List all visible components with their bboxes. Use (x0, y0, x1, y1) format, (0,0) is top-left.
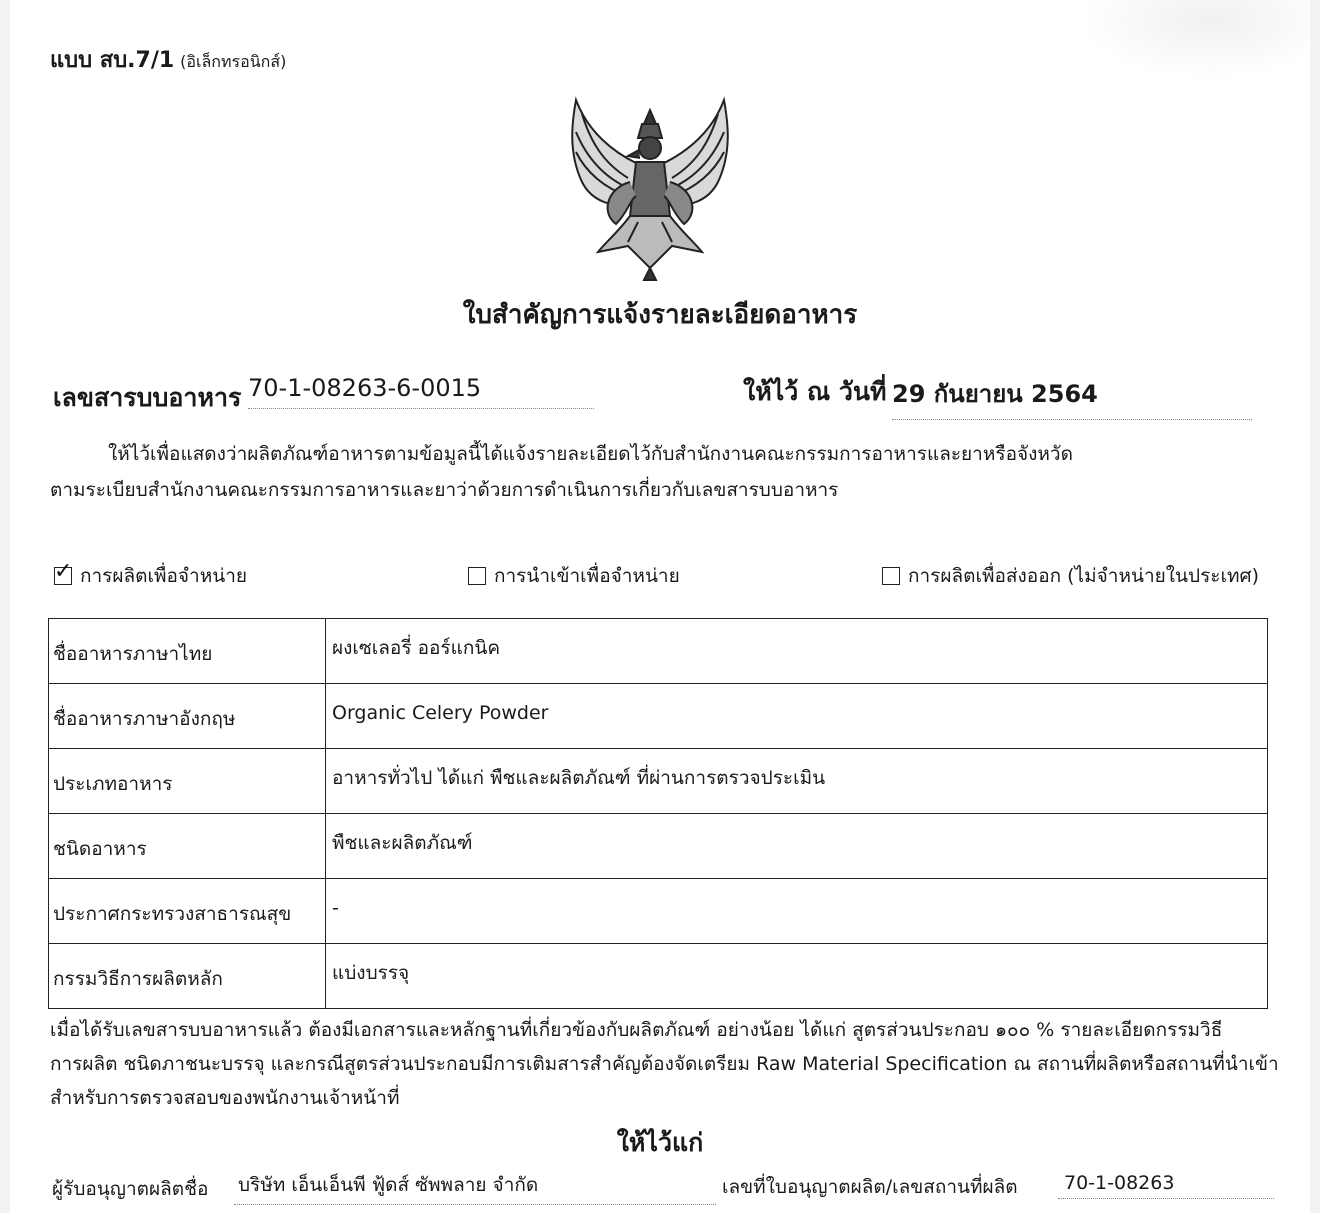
checkbox-checked-icon[interactable]: ✓ (54, 559, 73, 584)
purpose-label: การผลิตเพื่อจำหน่าย (80, 565, 248, 587)
issued-to-heading: ให้ไว้แก่ (616, 1128, 704, 1157)
checkbox-empty-icon[interactable] (468, 567, 486, 585)
purpose-checkbox-import[interactable] (468, 561, 680, 591)
row-label: ชื่ออาหารภาษาอังกฤษ (49, 684, 326, 749)
form-code-sub: (อิเล็กทรอนิกส์) (180, 52, 287, 71)
purpose-checkbox-export[interactable] (882, 561, 1259, 591)
garuda-emblem-icon (558, 92, 742, 284)
table-row (49, 814, 1268, 879)
issued-date: 29 กันยายน 2564 (892, 374, 1252, 420)
table-row (49, 749, 1268, 814)
checkbox-empty-icon[interactable] (882, 567, 900, 585)
notice-line-2: การผลิต ชนิดภาชนะบรรจุ และกรณีสูตรส่วนประกอบมีการเติมสารสำคัญต้องจัดเตรียม Raw Material Specification ณ สถานที่ผลิตหรือสถานที่นำเข้า (50, 1053, 1279, 1075)
table-row (49, 684, 1268, 749)
intro-line-2: ตามระเบียบสำนักงานคณะกรรมการอาหารและยาว่าด้วยการดำเนินการเกี่ยวกับเลขสารบบอาหาร (50, 479, 839, 501)
licensee-name: บริษัท เอ็นเอ็นพี ฟู้ดส์ ซัพพลาย จำกัด (234, 1170, 716, 1205)
purpose-label: การผลิตเพื่อส่งออก (ไม่จำหน่ายในประเทศ) (908, 565, 1259, 587)
page-shadow (1080, 0, 1310, 80)
document-title: ใบสำคัญการแจ้งรายละเอียดอาหาร (462, 300, 858, 330)
row-value: Organic Celery Powder (326, 684, 1268, 749)
form-code-text: แบบ สบ.7/1 (50, 48, 175, 73)
notice-paragraph (50, 1013, 1279, 1115)
document-page (10, 0, 1310, 1213)
row-label: ชนิดอาหาร (49, 814, 326, 879)
row-label: กรรมวิธีการผลิตหลัก (49, 944, 326, 1009)
intro-line-1: ให้ไว้เพื่อแสดงว่าผลิตภัณฑ์อาหารตามข้อมูลนี้ได้แจ้งรายละเอียดไว้กับสำนักงานคณะกรรมการอาหารและยาหรือจังหวัด (108, 443, 1073, 465)
notice-line-1: เมื่อได้รับเลขสารบบอาหารแล้ว ต้องมีเอกสารและหลักฐานที่เกี่ยวข้องกับผลิตภัณฑ์ อย่างน้อย ได้แก่ สูตรส่วนประกอบ ๑๐๐ % รายละเอียดกรรมวิธี (50, 1019, 1223, 1041)
table-row (49, 879, 1268, 944)
intro-paragraph (50, 436, 1280, 508)
license-number: 70-1-08263 (1058, 1172, 1274, 1199)
row-value: - (326, 879, 1268, 944)
table-row (49, 944, 1268, 1009)
food-details-table (48, 618, 1268, 1009)
issued-date-label: ให้ไว้ ณ วันที่ (743, 377, 887, 406)
licensee-label: ผู้รับอนุญาตผลิตชื่อ (52, 1178, 209, 1200)
row-value: อาหารทั่วไป ได้แก่ พืชและผลิตภัณฑ์ ที่ผ่านการตรวจประเมิน (326, 749, 1268, 814)
registration-number: 70-1-08263-6-0015 (248, 374, 594, 409)
form-code (50, 42, 286, 77)
registration-label: เลขสารบบอาหาร (53, 383, 242, 412)
table-row (49, 619, 1268, 684)
row-label: ประเภทอาหาร (49, 749, 326, 814)
row-label: ประกาศกระทรวงสาธารณสุข (49, 879, 326, 944)
notice-line-3: สำหรับการตรวจสอบของพนักงานเจ้าหน้าที่ (50, 1087, 400, 1109)
row-value: แบ่งบรรจุ (326, 944, 1268, 1009)
purpose-label: การนำเข้าเพื่อจำหน่าย (494, 565, 680, 587)
row-value: ผงเซเลอรี่ ออร์แกนิค (326, 619, 1268, 684)
row-label: ชื่ออาหารภาษาไทย (49, 619, 326, 684)
license-number-label: เลขที่ใบอนุญาตผลิต/เลขสถานที่ผลิต (722, 1176, 1018, 1198)
purpose-checkbox-production[interactable] (54, 561, 247, 591)
row-value: พืชและผลิตภัณฑ์ (326, 814, 1268, 879)
